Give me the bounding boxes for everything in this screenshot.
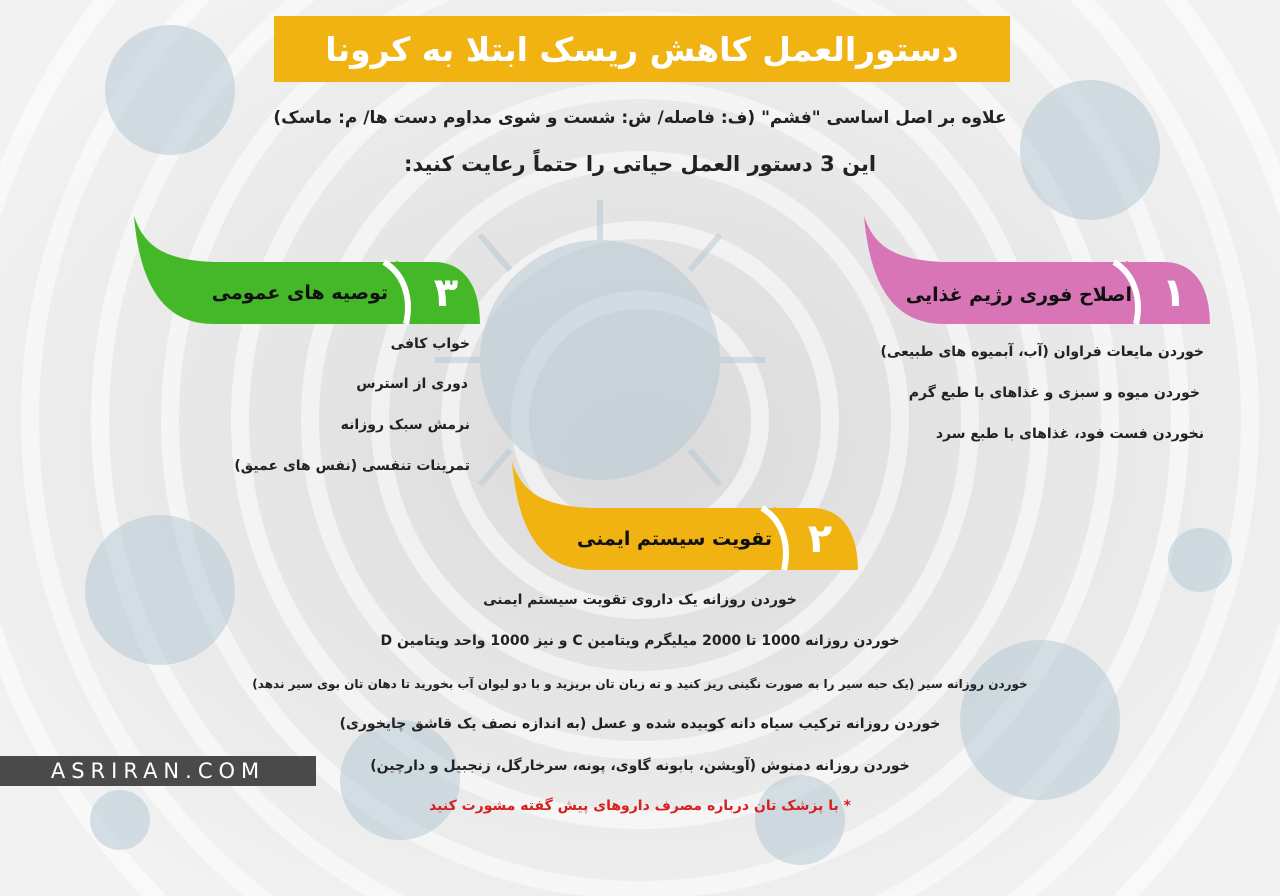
section-2-title: تقویت سیستم ایمنی [577,528,772,550]
section-1-number: ۱ [1161,270,1187,316]
section-1-item-1: خوردن مایعات فراوان (آب، آبمیوه های طبیعی) [880,344,1204,360]
title-banner [274,16,1010,82]
page-title: دستورالعمل کاهش ریسک ابتلا به کرونا [325,29,959,69]
brand-logo: ASRIRAN.COM [0,756,316,786]
section-2-badge [512,462,862,574]
section-3-item-2: دوری از استرس [356,376,468,392]
section-1-title: اصلاح فوری رژیم غذایی [905,284,1132,306]
intro-line-2: این 3 دستور العمل حیاتی را حتماً رعایت کنید: [403,152,877,176]
section-2-item-3: خوردن روزانه سیر (یک حبه سیر را به صورت نگینی ریز کنید و ته زبان تان بریزید و با دو لیوان آب بخورید تا دهان تان بوی سیر ندهد) [252,677,1028,691]
section-2-footnote: * با پزشک تان درباره مصرف داروهای پیش گفته مشورت کنید [429,798,851,814]
section-3-badge [134,216,484,328]
section-3-title: توصیه های عمومی [211,282,388,304]
section-2-item-5: خوردن روزانه دمنوش (آویشن، بابونه گاوی، پونه، سرخارگل، زنجبیل و دارچین) [370,758,910,774]
section-2-item-2: خوردن روزانه 1000 تا 2000 میلیگرم ویتامین C و نیز 1000 واحد ویتامین D [380,633,900,649]
section-2-item-4: خوردن روزانه ترکیب سیاه دانه کوبیده شده و عسل (به اندازه نصف یک قاشق چایخوری) [339,716,941,732]
section-3-item-1: خواب کافی [390,336,470,352]
section-3-item-4: تمرینات تنفسی (نفس های عمیق) [234,458,470,474]
section-1-item-3: نخوردن فست فود، غذاهای با طبع سرد [935,426,1204,442]
section-2-item-1: خوردن روزانه یک داروی تقویت سیستم ایمنی [483,592,797,608]
section-1-item-2: خوردن میوه و سبزی و غذاهای با طبع گرم [908,385,1200,401]
section-3-item-3: نرمش سبک روزانه [340,417,470,433]
section-1-badge [864,216,1214,328]
intro-line-1: علاوه بر اصل اساسی "فشم" (ف: فاصله/ ش: شست و شوی مداوم دست ها/ م: ماسک) [273,108,1007,128]
section-3-number: ۳ [433,270,459,316]
section-2-number: ۲ [807,516,833,562]
